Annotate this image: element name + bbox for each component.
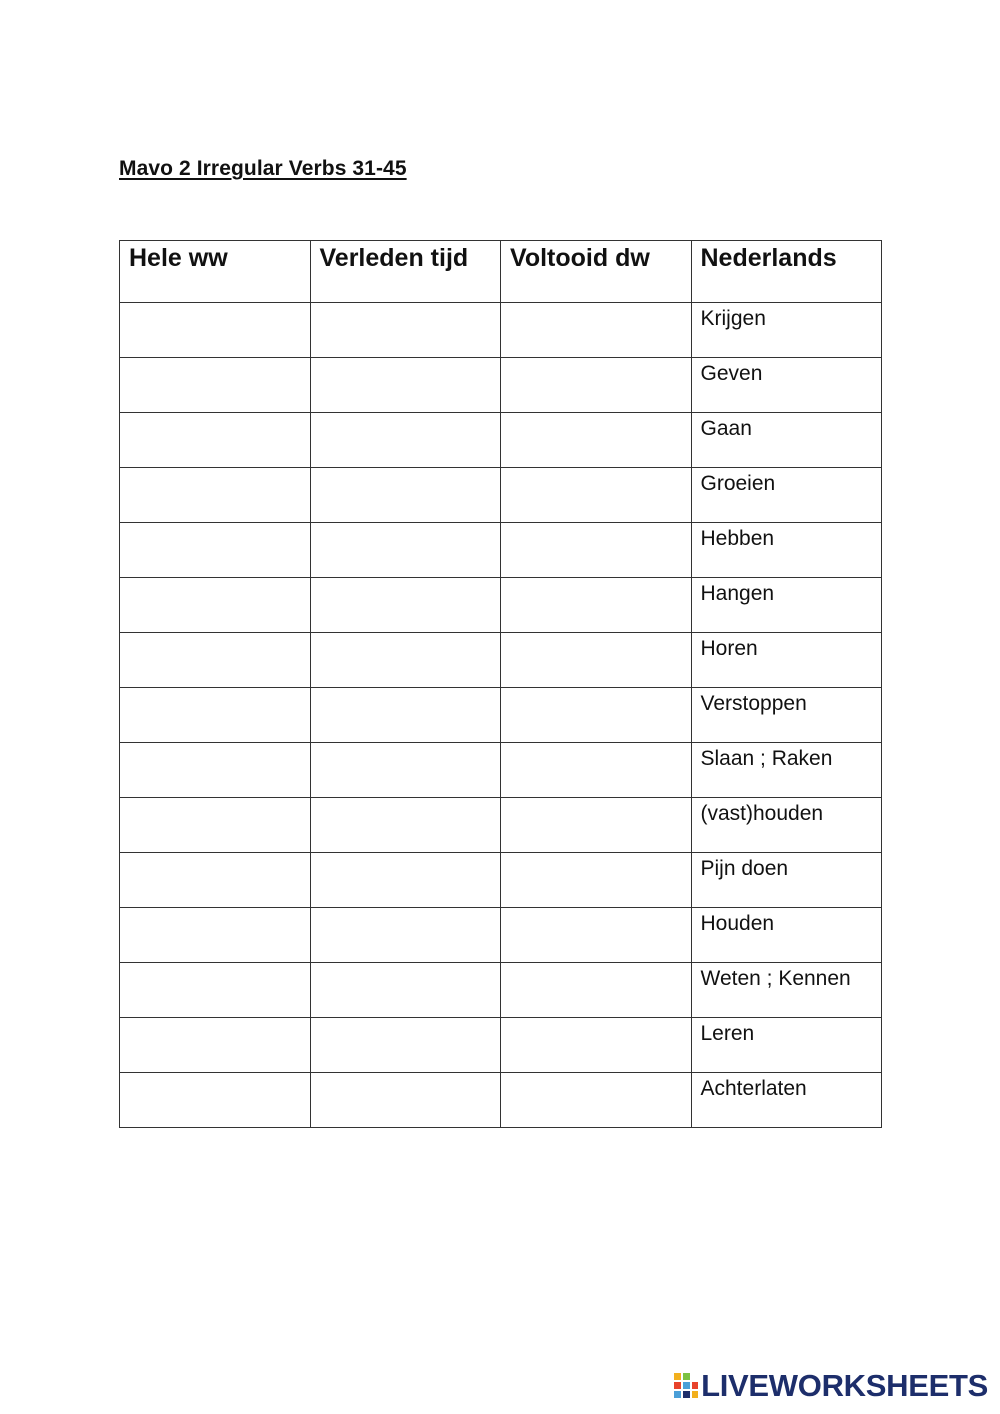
answer-cell-voltooid-dw[interactable] [501,908,692,963]
answer-cell-verleden-tijd[interactable] [310,578,501,633]
dutch-word-cell: Achterlaten [691,1073,882,1128]
answer-cell-hele-ww[interactable] [120,633,311,688]
answer-cell-verleden-tijd[interactable] [310,303,501,358]
dutch-word-cell: Groeien [691,468,882,523]
dutch-word-cell: Gaan [691,413,882,468]
dutch-word-cell: Slaan ; Raken [691,743,882,798]
answer-cell-verleden-tijd[interactable] [310,358,501,413]
dutch-word-cell: Horen [691,633,882,688]
answer-cell-voltooid-dw[interactable] [501,633,692,688]
answer-cell-hele-ww[interactable] [120,963,311,1018]
answer-cell-verleden-tijd[interactable] [310,743,501,798]
liveworksheets-logo-icon [673,1372,699,1400]
answer-cell-voltooid-dw[interactable] [501,578,692,633]
dutch-word-cell: Hangen [691,578,882,633]
answer-cell-verleden-tijd[interactable] [310,523,501,578]
table-row [120,358,882,413]
table-row [120,908,882,963]
dutch-word-cell: Hebben [691,523,882,578]
dutch-word-cell: Verstoppen [691,688,882,743]
answer-cell-voltooid-dw[interactable] [501,358,692,413]
dutch-word-cell: Weten ; Kennen [691,963,882,1018]
answer-cell-hele-ww[interactable] [120,743,311,798]
header-voltooid-dw: Voltooid dw [501,241,692,303]
answer-cell-hele-ww[interactable] [120,688,311,743]
answer-cell-verleden-tijd[interactable] [310,468,501,523]
table-row [120,578,882,633]
answer-cell-voltooid-dw[interactable] [501,853,692,908]
answer-cell-verleden-tijd[interactable] [310,1073,501,1128]
table-row [120,688,882,743]
dutch-word-cell: Geven [691,358,882,413]
table-row [120,963,882,1018]
table-row [120,743,882,798]
table-row [120,468,882,523]
answer-cell-voltooid-dw[interactable] [501,523,692,578]
dutch-word-cell: Leren [691,1018,882,1073]
answer-cell-voltooid-dw[interactable] [501,798,692,853]
answer-cell-verleden-tijd[interactable] [310,963,501,1018]
table-row [120,798,882,853]
table-row [120,1018,882,1073]
answer-cell-hele-ww[interactable] [120,523,311,578]
answer-cell-voltooid-dw[interactable] [501,468,692,523]
answer-cell-voltooid-dw[interactable] [501,1018,692,1073]
answer-cell-voltooid-dw[interactable] [501,1073,692,1128]
table-row [120,853,882,908]
worksheet-title: Mavo 2 Irregular Verbs 31-45 [119,157,407,180]
answer-cell-hele-ww[interactable] [120,578,311,633]
answer-cell-verleden-tijd[interactable] [310,908,501,963]
answer-cell-verleden-tijd[interactable] [310,798,501,853]
table-header-row [120,241,882,303]
table-row [120,303,882,358]
verbs-table [119,240,882,1128]
answer-cell-verleden-tijd[interactable] [310,688,501,743]
answer-cell-voltooid-dw[interactable] [501,303,692,358]
answer-cell-hele-ww[interactable] [120,413,311,468]
header-verleden-tijd: Verleden tijd [310,241,501,303]
table-row [120,633,882,688]
answer-cell-hele-ww[interactable] [120,358,311,413]
logo-text: LIVEWORKSHEETS [701,1368,988,1403]
answer-cell-hele-ww[interactable] [120,1018,311,1073]
answer-cell-verleden-tijd[interactable] [310,413,501,468]
answer-cell-voltooid-dw[interactable] [501,688,692,743]
answer-cell-verleden-tijd[interactable] [310,853,501,908]
answer-cell-voltooid-dw[interactable] [501,413,692,468]
header-hele-ww: Hele ww [120,241,311,303]
answer-cell-hele-ww[interactable] [120,798,311,853]
answer-cell-hele-ww[interactable] [120,908,311,963]
dutch-word-cell: Houden [691,908,882,963]
dutch-word-cell: (vast)houden [691,798,882,853]
answer-cell-hele-ww[interactable] [120,303,311,358]
table-row [120,1073,882,1128]
liveworksheets-logo [673,1368,988,1404]
answer-cell-hele-ww[interactable] [120,468,311,523]
answer-cell-hele-ww[interactable] [120,853,311,908]
answer-cell-verleden-tijd[interactable] [310,633,501,688]
answer-cell-hele-ww[interactable] [120,1073,311,1128]
dutch-word-cell: Krijgen [691,303,882,358]
table-row [120,413,882,468]
answer-cell-voltooid-dw[interactable] [501,963,692,1018]
answer-cell-verleden-tijd[interactable] [310,1018,501,1073]
header-nederlands: Nederlands [691,241,882,303]
answer-cell-voltooid-dw[interactable] [501,743,692,798]
table-row [120,523,882,578]
dutch-word-cell: Pijn doen [691,853,882,908]
